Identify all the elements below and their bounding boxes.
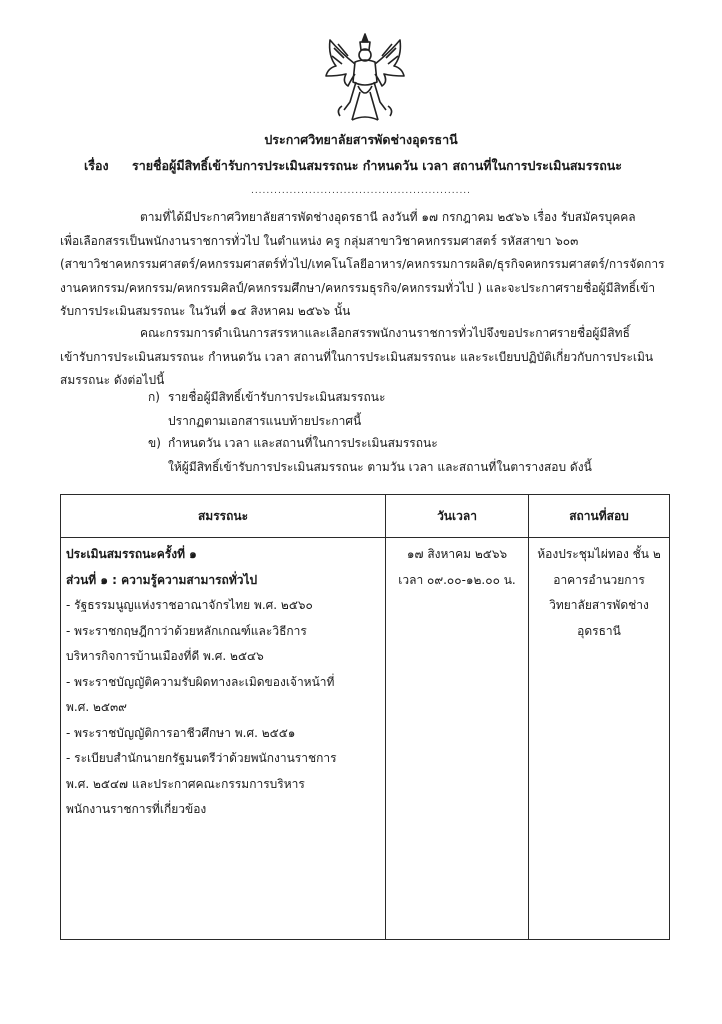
table-row	[61, 538, 670, 940]
item-detail: ให้ผู้มีสิทธิ์เข้ารับการประเมินสมรรถนะ ตามวัน เวลา และสถานที่ในตารางสอบ ดังนี้	[168, 459, 592, 474]
round-title: ประเมินสมรรถนะครั้งที่ ๑	[66, 547, 197, 561]
topic-line: - ระเบียบสำนักนายกรัฐมนตรีว่าด้วยพนักงานราชการ	[66, 751, 337, 765]
paragraph-line: รับการประเมินสมรรถนะ ในวันที่ ๑๔ สิงหาคม ๒๕๖๖ นั้น	[60, 304, 351, 318]
paragraph-line: เข้ารับการประเมินสมรรถนะ กำหนดวัน เวลา สถานที่ในการประเมินสมรรถนะ และระเบียบปฏิบัติเกี่ยวกับการประเมิน	[60, 349, 654, 364]
header-place: สถานที่สอบ	[529, 495, 670, 538]
topic-line: พ.ศ. ๒๕๔๗ และประกาศคณะกรรมการบริหาร	[66, 776, 305, 791]
paragraph-line: งานคหกรรม/คหกรรม/คหกรรมศิลป์/คหกรรมศึกษา/คหกรรมธุรกิจ/คหกรรมทั่วไป ) และจะประกาศรายชื่อผู้มีสิทธิ์เข้า	[60, 280, 656, 295]
topic-line: พ.ศ. ๒๕๓๙	[66, 700, 127, 714]
separator-dots: .........................................................	[250, 186, 472, 196]
topic-line: บริหารกิจการบ้านเมืองที่ดี พ.ศ. ๒๕๔๖	[66, 649, 264, 663]
paragraph-line: สมรรถนะ ดังต่อไปนี้	[60, 373, 165, 387]
announcement-title: ประกาศวิทยาลัยสารพัดช่างอุดรธานี	[264, 132, 458, 147]
subject-line	[84, 156, 684, 176]
paragraph-line: (สาขาวิชาคหกรรมศาสตร์/คหกรรมศาสตร์ทั่วไป/เทคโนโลยีอาหาร/คหกรรมการผลิต/ธุรกิจคหกรรมศาสตร์/การจัดการ	[60, 257, 665, 271]
item-mark: ก)	[148, 390, 160, 404]
item-mark: ข)	[148, 436, 161, 450]
datetime-cell	[386, 538, 529, 940]
exam-time: เวลา ๐๙.๐๐-๑๒.๐๐ น.	[398, 572, 516, 587]
topic-line: พนักงานราชการที่เกี่ยวข้อง	[66, 802, 207, 816]
topic-line: - พระราชบัญญัติความรับผิดทางละเมิดของเจ้าหน้าที่	[66, 674, 335, 689]
place-line: อาคารอำนวยการ	[553, 572, 645, 587]
item-title: กำหนดวัน เวลา และสถานที่ในการประเมินสมรรถนะ	[168, 436, 438, 450]
topic-line: - พระราชบัญญัติการอาชีวศึกษา พ.ศ. ๒๕๕๑	[66, 725, 296, 740]
topic-line: - พระราชกฤษฎีกาว่าด้วยหลักเกณฑ์และวิธีการ	[66, 623, 307, 638]
header-competency: สมรรถนะ	[61, 495, 386, 538]
place-line: อุดรธานี	[577, 623, 621, 638]
place-line: วิทยาลัยสารพัดช่าง	[549, 598, 649, 612]
place-line: ห้องประชุมไผ่ทอง ชั้น ๒	[537, 547, 661, 561]
paragraph-line: คณะกรรมการดำเนินการสรรหาและเลือกสรรพนักงานราชการทั่วไปจึงขอประกาศรายชื่อผู้มีสิทธิ์	[140, 326, 630, 340]
paragraph-line: ตามที่ได้มีประกาศวิทยาลัยสารพัดช่างอุดรธานี ลงวันที่ ๑๗ กรกฎาคม ๒๕๖๖ เรื่อง รับสมัครบุคคล	[140, 210, 636, 224]
list-item	[148, 386, 385, 433]
subject-label: เรื่อง	[84, 158, 109, 173]
paragraph-line: เพื่อเลือกสรรเป็นพนักงานราชการทั่วไป ในตำแหน่ง ครู กลุ่มสาขาวิชาคหกรรมศาสตร์ รหัสสาขา ๖๐๓	[60, 233, 579, 248]
section-title: ส่วนที่ ๑ : ความรู้ความสามารถทั่วไป	[66, 572, 258, 587]
topic-line: - รัฐธรรมนูญแห่งราชอาณาจักรไทย พ.ศ. ๒๕๖๐	[66, 598, 313, 612]
list-item	[148, 432, 592, 479]
subject-text: รายชื่อผู้มีสิทธิ์เข้ารับการประเมินสมรรถนะ กำหนดวัน เวลา สถานที่ในการประเมินสมรรถนะ	[132, 158, 623, 173]
header-datetime: วันเวลา	[386, 495, 529, 538]
competency-cell	[61, 538, 386, 940]
garuda-emblem-icon	[322, 30, 408, 126]
table-header-row	[61, 495, 670, 538]
item-detail: ปรากฏตามเอกสารแนบท้ายประกาศนี้	[168, 413, 362, 428]
exam-schedule-table	[60, 494, 670, 940]
paragraph-1	[60, 206, 665, 324]
exam-date: ๑๗ สิงหาคม ๒๕๖๖	[406, 547, 508, 561]
place-cell	[529, 538, 670, 940]
paragraph-2	[60, 322, 660, 393]
item-title: รายชื่อผู้มีสิทธิ์เข้ารับการประเมินสมรรถนะ	[168, 390, 386, 404]
